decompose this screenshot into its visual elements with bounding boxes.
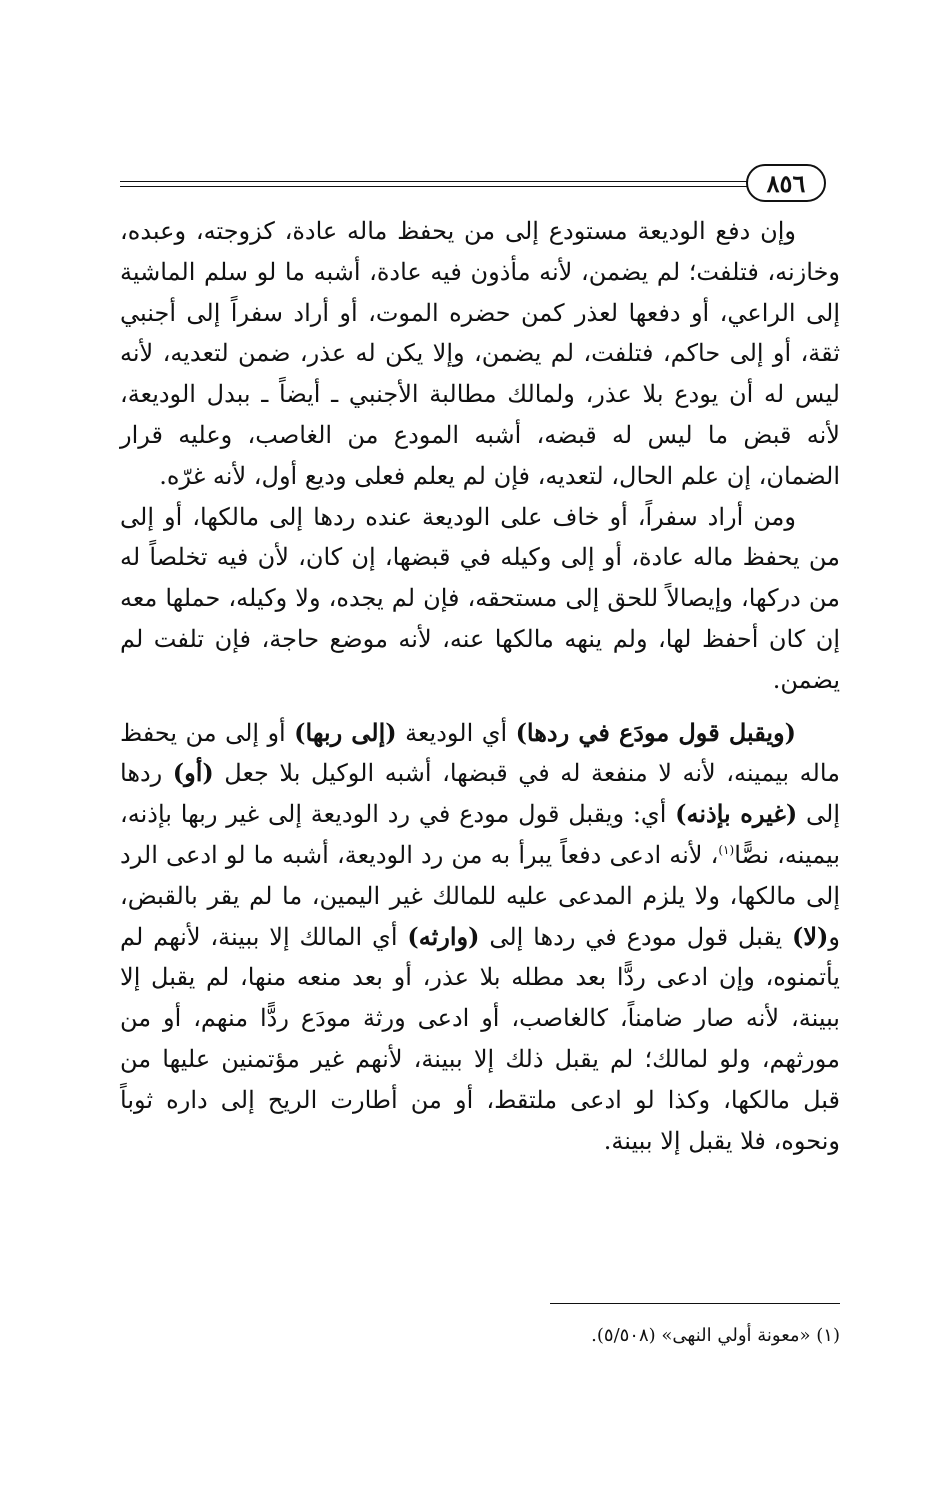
header-rule [120, 181, 776, 187]
matn-phrase: (ويقبل قول مودَع في ردها) [515, 717, 797, 747]
matn-phrase: (لا) [792, 921, 829, 951]
footnote-separator [550, 1303, 840, 1304]
commentary-text: أي المالك إلا ببينة، لأنهم لم يأتمنوه، وإن ادعى ردًّا بعد مطله بلا عذر، أو بعد منعه منها، لم يقبل إلا ببينة، لأنه صار ضامناً، كالغاصب، أو ادعى ورثة مودَع ردًّا منهم، أو من مورثهم، ولو لمالك؛ لم يقبل ذلك إلا ببينة، لأنهم غير مؤتمنين عليها من قبل مالكها، وكذا لو ادعى ملتقط، أو من أطارت الريح إلى داره ثوباً ونحوه، فلا يقبل إلا ببينة. [120, 922, 840, 1155]
page-header [120, 160, 826, 200]
commentary-text: أو إلى من يحفظ ماله بيمينه، لأنه لا منفعة له في قبضها، أشبه الوكيل بلا جعل [120, 718, 840, 788]
page-number: ٨٥٦ [746, 164, 826, 202]
commentary-text: أي الوديعة [396, 718, 516, 747]
matn-phrase: (وارثه) [407, 921, 480, 951]
paragraph-3 [120, 713, 840, 1162]
commentary-text: أي: ويقبل قول مودع في رد الوديعة إلى غير ربها بإذنه، بيمينه، نصًّا [120, 800, 841, 869]
matn-phrase: (أو) [172, 758, 214, 788]
paragraph-1: وإن دفع الوديعة مستودع إلى من يحفظ ماله عادة، كزوجته، وعبده، وخازنه، فتلفت؛ لم يضمن، لأنه مأذون فيه عادة، أشبه ما لو سلم الماشية إلى الراعي، أو دفعها لعذر كمن حضره الموت، أو أراد سفراً إلى أجنبي ثقة، أو إلى حاكم، فتلفت، لم يضمن، وإلا يكن له عذر، ضمن لتعديه، لأنه ليس له أن يودع بلا عذر، ولمالك مطالبة الأجنبي ـ أيضاً ـ ببدل الوديعة، لأنه قبض ما ليس له قبضه، أشبه المودع من الغاصب، وعليه قرار الضمان، إن علم الحال، لتعديه، فإن لم يعلم فعلى وديع أول، لأنه غرّه. [120, 217, 840, 490]
commentary-text: يقبل قول مودع في ردها إلى [479, 922, 793, 951]
main-text [120, 211, 840, 1161]
footnote-reference: (١) [718, 842, 735, 857]
matn-phrase: (غيره بإذنه) [675, 799, 798, 829]
commentary-text: ردها إلى [120, 759, 840, 829]
matn-phrase: (إلى ربها) [294, 717, 397, 747]
paragraph-2: ومن أراد سفراً، أو خاف على الوديعة عنده ردها إلى مالكها، أو إلى من يحفظ ماله عادة، أو إلى وكيله في قبضها، إن كان، لأن فيه تخلصاً له من دركها، وإيصالاً للحق إلى مستحقه، فإن لم يجده، ولا وكيله، حملها معه إن كان أحفظ لها، ولم ينهه مالكها عنه، لأنه موضع حاجة، فإن تلفت لم يضمن. [120, 502, 841, 694]
footnote: (١) «معونة أولي النهى» (٥/٥٠٨). [591, 1325, 840, 1346]
commentary-text: ، لأنه ادعى دفعاً يبرأ به من رد الوديعة، أشبه ما لو ادعى الرد إلى مالكها، ولا يلزم المدعى عليه للمالك غير اليمين، ما لم يقر بالقبض، و [120, 840, 841, 951]
